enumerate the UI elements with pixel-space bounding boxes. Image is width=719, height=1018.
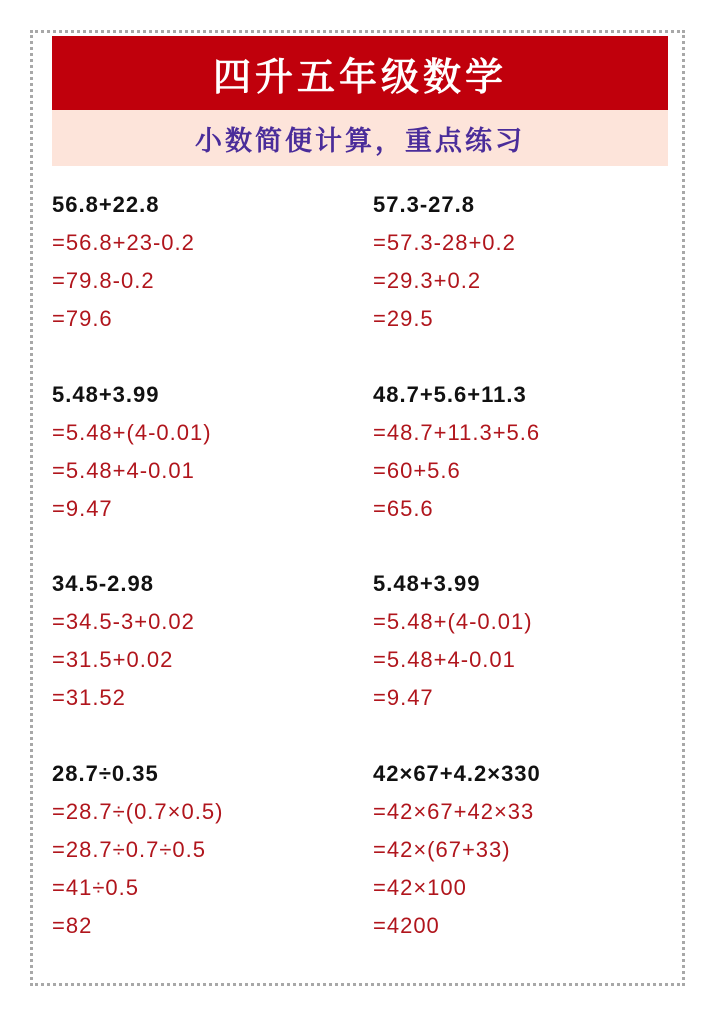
problem-7	[52, 755, 223, 945]
title-banner	[52, 36, 668, 110]
problem-step: =5.48+4-0.01	[373, 647, 516, 672]
problem-answer: =65.6	[373, 496, 434, 521]
problem-step: =42×67+42×33	[373, 799, 535, 824]
problem-1	[52, 186, 195, 338]
problem-question: 42×67+4.2×330	[373, 761, 541, 786]
problem-step: =34.5-3+0.02	[52, 609, 195, 634]
problem-8	[373, 755, 541, 945]
problem-step: =41÷0.5	[52, 875, 139, 900]
problem-step: =79.8-0.2	[52, 268, 155, 293]
problem-question: 56.8+22.8	[52, 192, 160, 217]
problem-step: =28.7÷0.7÷0.5	[52, 837, 206, 862]
problem-step: =5.48+4-0.01	[52, 458, 195, 483]
problem-answer: =4200	[373, 913, 440, 938]
problem-question: 48.7+5.6+11.3	[373, 382, 527, 407]
problem-step: =5.48+(4-0.01)	[52, 420, 212, 445]
problem-question: 34.5-2.98	[52, 571, 154, 596]
problem-step: =31.5+0.02	[52, 647, 174, 672]
problem-answer: =82	[52, 913, 93, 938]
problem-step: =29.3+0.2	[373, 268, 482, 293]
page-subtitle: 小数简便计算，重点练习	[195, 125, 525, 157]
problem-2	[373, 186, 516, 338]
problem-step: =28.7÷(0.7×0.5)	[52, 799, 224, 824]
problem-step: =42×100	[373, 875, 467, 900]
problem-step: =48.7+11.3+5.6	[373, 420, 541, 445]
page-title: 四升五年级数学	[212, 54, 507, 99]
problem-answer: =9.47	[52, 496, 113, 521]
problem-answer: =9.47	[373, 685, 434, 710]
problem-question: 5.48+3.99	[52, 382, 160, 407]
problem-step: =60+5.6	[373, 458, 461, 483]
problem-5	[52, 565, 195, 717]
problem-question: 28.7÷0.35	[52, 761, 159, 786]
problem-step: =42×(67+33)	[373, 837, 511, 862]
problem-question: 5.48+3.99	[373, 571, 481, 596]
problem-6	[373, 565, 533, 717]
problem-step: =57.3-28+0.2	[373, 230, 516, 255]
problem-answer: =79.6	[52, 306, 113, 331]
subtitle-bar	[52, 110, 668, 166]
problem-3	[52, 376, 212, 528]
problem-answer: =31.52	[52, 685, 126, 710]
problem-step: =56.8+23-0.2	[52, 230, 195, 255]
problem-question: 57.3-27.8	[373, 192, 475, 217]
problem-step: =5.48+(4-0.01)	[373, 609, 533, 634]
problem-answer: =29.5	[373, 306, 434, 331]
problem-4	[373, 376, 540, 528]
